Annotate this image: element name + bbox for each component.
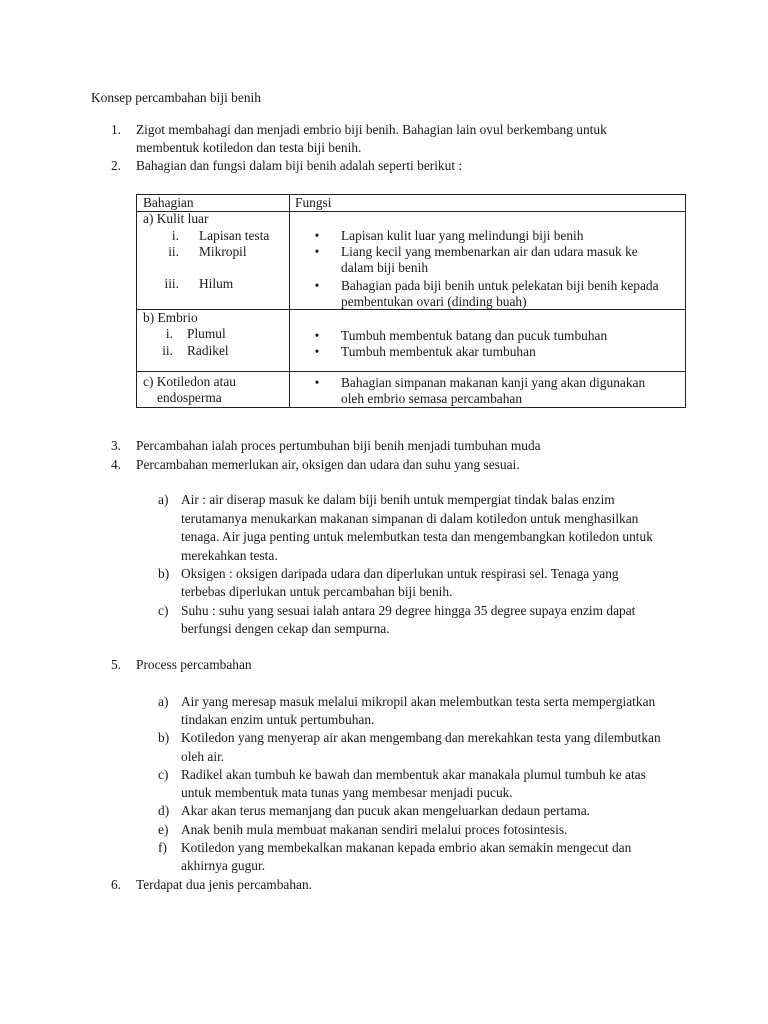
point-2-number: 2.	[110, 158, 121, 173]
table-header-function: Fungsi	[295, 195, 332, 210]
row-a-function-1: Lapisan kulit luar yang melindungi biji benih	[341, 228, 584, 243]
process-e-letter: e)	[158, 822, 169, 837]
process-e-line-1: Anak benih mula membuat makanan sendiri melalui proces fotosintesis.	[181, 822, 568, 837]
process-a-line-2: tindakan enzim untuk pertumbuhan.	[181, 712, 375, 727]
process-a-letter: a)	[158, 694, 169, 709]
row-c-function-1-line-1: Bahagian simpanan makanan kanji yang akan digunakan	[341, 375, 646, 390]
row-c-part-line-1: c) Kotiledon atau	[143, 374, 236, 389]
row-b-sub-1-label: Plumul	[187, 326, 226, 341]
need-a-letter: a)	[158, 492, 169, 507]
point-6-number: 6.	[110, 877, 121, 892]
process-b-line-1: Kotiledon yang menyerap air akan mengembang dan merekahkan testa yang dilembutkan	[181, 730, 661, 745]
point-1-line-2: membentuk kotiledon dan testa biji benih.	[136, 140, 362, 155]
point-1-number: 1.	[110, 122, 121, 137]
row-b-sub-1-number: i.	[165, 326, 173, 341]
row-c-function-1-line-2: oleh embrio semasa percambahan	[341, 391, 523, 406]
process-b-line-2: oleh air.	[181, 749, 225, 764]
row-a-function-3-line-2: pembentukan ovari (dinding buah)	[341, 294, 527, 309]
need-a-line-4: merekahkan testa.	[181, 548, 278, 563]
process-b-letter: b)	[158, 730, 170, 745]
row-a-sub-3-number: iii.	[164, 276, 179, 291]
row-b-sub-2-number: ii.	[162, 343, 173, 358]
row-a-function-2-line-2: dalam biji benih	[341, 260, 429, 275]
row-b-function-2: Tumbuh membentuk akar tumbuhan	[341, 344, 536, 359]
point-2-line-1: Bahagian dan fungsi dalam biji benih adalah seperti berikut :	[136, 158, 463, 173]
process-c-line-1: Radikel akan tumbuh ke bawah dan membentuk akar manakala plumul tumbuh ke atas	[181, 767, 646, 782]
point-4-number: 4.	[110, 457, 121, 472]
need-c-line-2: berfungsi dengen cekap dan sempurna.	[181, 621, 390, 636]
row-a-sub-1-number: i.	[171, 228, 179, 243]
need-c-letter: c)	[158, 603, 169, 618]
document-title: Konsep percambahan biji benih	[91, 90, 261, 105]
point-6-line-1: Terdapat dua jenis percambahan.	[136, 877, 313, 892]
need-b-letter: b)	[158, 566, 170, 581]
row-b-part: b) Embrio	[143, 310, 198, 325]
need-a-line-3: tenaga. Air juga penting untuk melembutkan testa dan mengembangkan kotiledon untuk	[181, 529, 653, 544]
point-1-line-1: Zigot membahagi dan menjadi embrio biji benih. Bahagian lain ovul berkembang untuk	[136, 122, 607, 137]
process-c-line-2: untuk membentuk mata tunas yang membesar menjadi pucuk.	[181, 785, 513, 800]
bullet: •	[314, 344, 320, 359]
process-a-line-1: Air yang meresap masuk melalui mikropil akan melembutkan testa serta mempergiatkan	[181, 694, 656, 709]
point-5-number: 5.	[110, 657, 121, 672]
bullet: •	[314, 375, 320, 390]
process-d-line-1: Akar akan terus memanjang dan pucuk akan mengeluarkan dedaun pertama.	[181, 803, 590, 818]
process-f-line-2: akhirnya gugur.	[181, 858, 266, 873]
point-3-line-1: Percambahan ialah proces pertumbuhan biji benih menjadi tumbuhan muda	[136, 438, 541, 453]
row-a-sub-3-label: Hilum	[199, 276, 234, 291]
point-4-line-1: Percambahan memerlukan air, oksigen dan udara dan suhu yang sesuai.	[136, 457, 520, 472]
row-a-function-2-line-1: Liang kecil yang membenarkan air dan udara masuk ke	[341, 244, 638, 259]
row-b-function-1: Tumbuh membentuk batang dan pucuk tumbuhan	[341, 328, 608, 343]
bullet: •	[314, 328, 320, 343]
need-b-line-2: terbebas diperlukan untuk percambahan biji benih.	[181, 584, 453, 599]
need-a-line-2: terutamanya menukarkan makanan simpanan di dalam kotiledon untuk menghasilkan	[181, 511, 639, 526]
row-a-sub-1-label: Lapisan testa	[199, 228, 270, 243]
row-a-function-3-line-1: Bahagian pada biji benih untuk pelekatan biji benih kepada	[341, 278, 659, 293]
process-f-line-1: Kotiledon yang membekalkan makanan kepada embrio akan semakin mengecut dan	[181, 840, 632, 855]
table-header-part: Bahagian	[143, 195, 194, 210]
process-c-letter: c)	[158, 767, 169, 782]
point-5-line-1: Process percambahan	[136, 657, 252, 672]
row-a-sub-2-label: Mikropil	[199, 244, 247, 259]
parts-table	[136, 194, 686, 408]
row-b-sub-2-label: Radikel	[187, 343, 229, 358]
need-b-line-1: Oksigen : oksigen daripada udara dan diperlukan untuk respirasi sel. Tenaga yang	[181, 566, 619, 581]
table-header-divider	[137, 211, 685, 212]
row-c-part-line-2: endosperma	[157, 390, 222, 405]
need-c-line-1: Suhu : suhu yang sesuai ialah antara 29 degree hingga 35 degree supaya enzim dapat	[181, 603, 636, 618]
need-a-line-1: Air : air diserap masuk ke dalam biji benih untuk mempergiat tindak balas enzim	[181, 492, 615, 507]
process-d-letter: d)	[158, 803, 170, 818]
row-a-part: a) Kulit luar	[143, 211, 209, 226]
table-column-divider	[289, 195, 290, 407]
bullet: •	[314, 244, 320, 259]
process-f-letter: f)	[158, 840, 167, 855]
point-3-number: 3.	[110, 438, 121, 453]
bullet: •	[314, 228, 320, 243]
table-row-divider	[137, 371, 685, 372]
bullet: •	[314, 278, 320, 293]
row-a-sub-2-number: ii.	[168, 244, 179, 259]
